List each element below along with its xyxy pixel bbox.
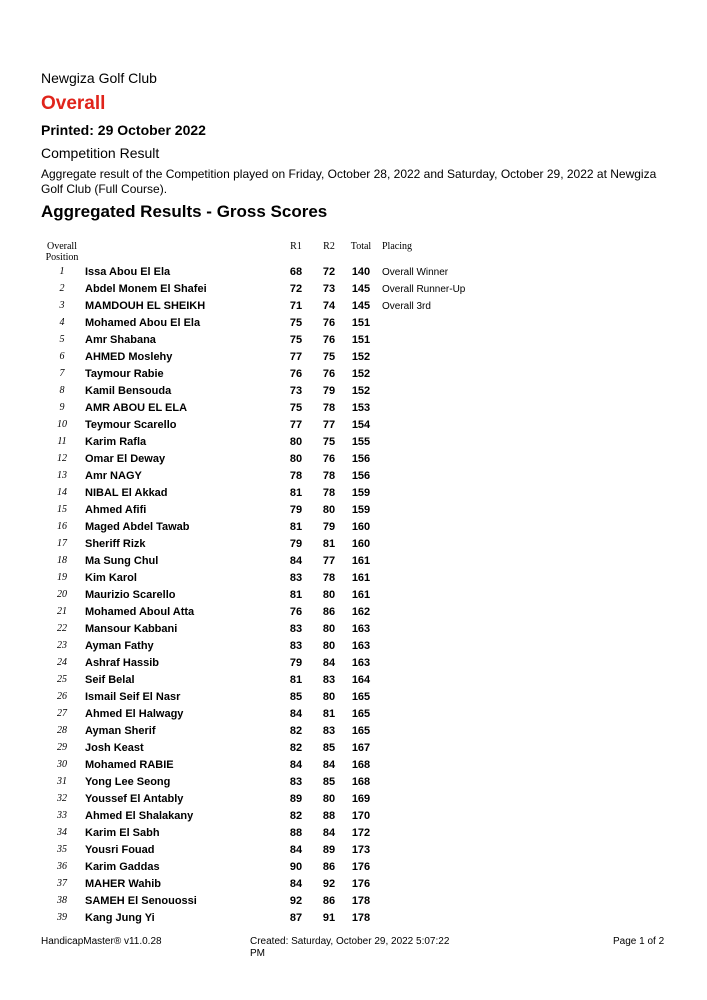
table-row bbox=[0, 434, 707, 451]
total-score: 173 bbox=[351, 844, 371, 856]
col-header-position: Overall Position bbox=[45, 241, 79, 263]
round1-score: 81 bbox=[289, 521, 303, 533]
player-name: NIBAL El Akkad bbox=[85, 487, 168, 499]
player-name: Seif Belal bbox=[85, 674, 135, 686]
round1-score: 79 bbox=[289, 538, 303, 550]
round1-score: 76 bbox=[289, 368, 303, 380]
total-score: 163 bbox=[351, 623, 371, 635]
round1-score: 79 bbox=[289, 504, 303, 516]
player-name: Sheriff Rizk bbox=[85, 538, 146, 550]
player-name: AMR ABOU EL ELA bbox=[85, 402, 188, 414]
position-cell: 20 bbox=[57, 589, 67, 600]
total-score: 156 bbox=[351, 453, 371, 465]
round2-score: 80 bbox=[322, 640, 336, 652]
round1-score: 84 bbox=[289, 844, 303, 856]
round2-score: 84 bbox=[322, 759, 336, 771]
position-cell: 22 bbox=[57, 623, 67, 634]
position-cell: 15 bbox=[57, 504, 67, 515]
round2-score: 91 bbox=[322, 912, 336, 924]
placing-label: Overall Runner-Up bbox=[382, 284, 466, 295]
total-score: 159 bbox=[351, 504, 371, 516]
round2-score: 80 bbox=[322, 504, 336, 516]
player-name: Mohamed RABIE bbox=[85, 759, 174, 771]
round2-score: 80 bbox=[322, 589, 336, 601]
table-row bbox=[0, 689, 707, 706]
table-row bbox=[0, 451, 707, 468]
round2-score: 76 bbox=[322, 453, 336, 465]
total-score: 169 bbox=[351, 793, 371, 805]
round1-score: 73 bbox=[289, 385, 303, 397]
position-cell: 7 bbox=[59, 368, 65, 379]
table-row bbox=[0, 417, 707, 434]
player-name: Teymour Scarello bbox=[85, 419, 177, 431]
table-row bbox=[0, 485, 707, 502]
total-score: 153 bbox=[351, 402, 371, 414]
section-title: Aggregated Results - Gross Scores bbox=[41, 202, 328, 221]
position-cell: 14 bbox=[57, 487, 67, 498]
total-score: 155 bbox=[351, 436, 371, 448]
round2-score: 79 bbox=[322, 385, 336, 397]
total-score: 152 bbox=[351, 385, 371, 397]
player-name: Ashraf Hassib bbox=[85, 657, 159, 669]
round2-score: 74 bbox=[322, 300, 336, 312]
player-name: Abdel Monem El Shafei bbox=[85, 283, 207, 295]
round2-score: 73 bbox=[322, 283, 336, 295]
position-cell: 32 bbox=[57, 793, 67, 804]
total-score: 172 bbox=[351, 827, 371, 839]
player-name: Kim Karol bbox=[85, 572, 137, 584]
placing-label: Overall 3rd bbox=[382, 301, 431, 312]
table-row bbox=[0, 893, 707, 910]
round2-score: 75 bbox=[322, 436, 336, 448]
total-score: 170 bbox=[351, 810, 371, 822]
round2-score: 72 bbox=[322, 266, 336, 278]
round1-score: 83 bbox=[289, 623, 303, 635]
position-cell: 36 bbox=[57, 861, 67, 872]
position-cell: 6 bbox=[59, 351, 65, 362]
table-row bbox=[0, 332, 707, 349]
table-row bbox=[0, 740, 707, 757]
position-cell: 10 bbox=[57, 419, 67, 430]
round1-score: 77 bbox=[289, 351, 303, 363]
competition-description: Aggregate result of the Competition played on Friday, October 28, 2022 and Saturday, October 29, 2022 at Newgiza Golf Club (Full Course). bbox=[41, 167, 657, 196]
table-row bbox=[0, 468, 707, 485]
player-name: Youssef El Antably bbox=[85, 793, 184, 805]
round1-score: 75 bbox=[289, 317, 303, 329]
round2-score: 78 bbox=[322, 572, 336, 584]
player-name: Kang Jung Yi bbox=[85, 912, 155, 924]
total-score: 151 bbox=[351, 334, 371, 346]
position-cell: 34 bbox=[57, 827, 67, 838]
round1-score: 81 bbox=[289, 589, 303, 601]
total-score: 159 bbox=[351, 487, 371, 499]
player-name: SAMEH El Senouossi bbox=[85, 895, 197, 907]
table-row bbox=[0, 723, 707, 740]
footer-created: Created: Saturday, October 29, 2022 5:07:22 PM bbox=[250, 936, 450, 959]
round1-score: 81 bbox=[289, 487, 303, 499]
position-cell: 27 bbox=[57, 708, 67, 719]
round1-score: 68 bbox=[289, 266, 303, 278]
position-cell: 8 bbox=[59, 385, 65, 396]
player-name: Amr NAGY bbox=[85, 470, 142, 482]
round1-score: 84 bbox=[289, 708, 303, 720]
player-name: Maurizio Scarello bbox=[85, 589, 176, 601]
round2-score: 76 bbox=[322, 317, 336, 329]
table-row bbox=[0, 757, 707, 774]
table-row bbox=[0, 366, 707, 383]
position-cell: 4 bbox=[59, 317, 65, 328]
table-row bbox=[0, 400, 707, 417]
round2-score: 78 bbox=[322, 470, 336, 482]
total-score: 152 bbox=[351, 368, 371, 380]
position-cell: 9 bbox=[59, 402, 65, 413]
table-row bbox=[0, 774, 707, 791]
total-score: 145 bbox=[351, 300, 371, 312]
round2-score: 83 bbox=[322, 725, 336, 737]
round1-score: 80 bbox=[289, 436, 303, 448]
results-table bbox=[0, 264, 707, 927]
position-cell: 18 bbox=[57, 555, 67, 566]
round2-score: 76 bbox=[322, 334, 336, 346]
total-score: 176 bbox=[351, 878, 371, 890]
position-cell: 19 bbox=[57, 572, 67, 583]
round1-score: 84 bbox=[289, 555, 303, 567]
round1-score: 79 bbox=[289, 657, 303, 669]
round1-score: 83 bbox=[289, 640, 303, 652]
position-cell: 3 bbox=[59, 300, 65, 311]
table-row bbox=[0, 672, 707, 689]
round1-score: 77 bbox=[289, 419, 303, 431]
footer-page: Page 1 of 2 bbox=[613, 936, 665, 947]
round1-score: 90 bbox=[289, 861, 303, 873]
round2-score: 85 bbox=[322, 742, 336, 754]
round2-score: 76 bbox=[322, 368, 336, 380]
total-score: 164 bbox=[351, 674, 371, 686]
col-header-total: Total bbox=[350, 241, 372, 252]
round2-score: 78 bbox=[322, 402, 336, 414]
position-cell: 30 bbox=[57, 759, 67, 770]
player-name: Amr Shabana bbox=[85, 334, 156, 346]
total-score: 167 bbox=[351, 742, 371, 754]
player-name: Ayman Sherif bbox=[85, 725, 156, 737]
player-name: AHMED Moslehy bbox=[85, 351, 173, 363]
round1-score: 78 bbox=[289, 470, 303, 482]
position-cell: 33 bbox=[57, 810, 67, 821]
table-row bbox=[0, 876, 707, 893]
table-row bbox=[0, 519, 707, 536]
round2-score: 81 bbox=[322, 538, 336, 550]
total-score: 145 bbox=[351, 283, 371, 295]
round2-score: 78 bbox=[322, 487, 336, 499]
round2-score: 75 bbox=[322, 351, 336, 363]
table-row bbox=[0, 842, 707, 859]
total-score: 161 bbox=[351, 589, 371, 601]
round1-score: 71 bbox=[289, 300, 303, 312]
round1-score: 84 bbox=[289, 759, 303, 771]
player-name: Yousri Fouad bbox=[85, 844, 155, 856]
position-cell: 25 bbox=[57, 674, 67, 685]
player-name: Ayman Fathy bbox=[85, 640, 154, 652]
round2-score: 84 bbox=[322, 827, 336, 839]
total-score: 178 bbox=[351, 912, 371, 924]
total-score: 168 bbox=[351, 759, 371, 771]
total-score: 160 bbox=[351, 521, 371, 533]
table-row bbox=[0, 638, 707, 655]
round1-score: 82 bbox=[289, 725, 303, 737]
total-score: 165 bbox=[351, 691, 371, 703]
round2-score: 85 bbox=[322, 776, 336, 788]
round2-score: 84 bbox=[322, 657, 336, 669]
player-name: Yong Lee Seong bbox=[85, 776, 171, 788]
player-name: Ma Sung Chul bbox=[85, 555, 159, 567]
round1-score: 83 bbox=[289, 572, 303, 584]
round1-score: 80 bbox=[289, 453, 303, 465]
table-row bbox=[0, 808, 707, 825]
total-score: 165 bbox=[351, 708, 371, 720]
position-cell: 17 bbox=[57, 538, 67, 549]
total-score: 161 bbox=[351, 555, 371, 567]
total-score: 161 bbox=[351, 572, 371, 584]
table-row bbox=[0, 553, 707, 570]
total-score: 168 bbox=[351, 776, 371, 788]
position-cell: 39 bbox=[57, 912, 67, 923]
position-cell: 5 bbox=[59, 334, 65, 345]
total-score: 151 bbox=[351, 317, 371, 329]
round1-score: 85 bbox=[289, 691, 303, 703]
table-row bbox=[0, 791, 707, 808]
player-name: Karim Gaddas bbox=[85, 861, 160, 873]
round2-score: 92 bbox=[322, 878, 336, 890]
round2-score: 81 bbox=[322, 708, 336, 720]
round1-score: 87 bbox=[289, 912, 303, 924]
player-name: Ismail Seif El Nasr bbox=[85, 691, 181, 703]
round1-score: 82 bbox=[289, 742, 303, 754]
table-row bbox=[0, 502, 707, 519]
player-name: Omar El Deway bbox=[85, 453, 166, 465]
position-cell: 2 bbox=[59, 283, 65, 294]
player-name: Taymour Rabie bbox=[85, 368, 164, 380]
position-cell: 16 bbox=[57, 521, 67, 532]
total-score: 163 bbox=[351, 640, 371, 652]
position-cell: 11 bbox=[57, 436, 67, 447]
round2-score: 80 bbox=[322, 793, 336, 805]
round2-score: 83 bbox=[322, 674, 336, 686]
player-name: Issa Abou El Ela bbox=[85, 266, 171, 278]
round1-score: 72 bbox=[289, 283, 303, 295]
round2-score: 86 bbox=[322, 861, 336, 873]
table-row bbox=[0, 349, 707, 366]
printed-date: Printed: 29 October 2022 bbox=[41, 122, 206, 138]
position-cell: 26 bbox=[57, 691, 67, 702]
table-row bbox=[0, 298, 707, 315]
total-score: 154 bbox=[351, 419, 371, 431]
round1-score: 76 bbox=[289, 606, 303, 618]
position-cell: 37 bbox=[57, 878, 67, 889]
round2-score: 80 bbox=[322, 623, 336, 635]
total-score: 140 bbox=[351, 266, 371, 278]
round1-score: 88 bbox=[289, 827, 303, 839]
table-row bbox=[0, 570, 707, 587]
player-name: Josh Keast bbox=[85, 742, 144, 754]
round1-score: 75 bbox=[289, 402, 303, 414]
position-cell: 38 bbox=[57, 895, 67, 906]
placing-label: Overall Winner bbox=[382, 267, 449, 278]
player-name: Mohamed Abou El Ela bbox=[85, 317, 201, 329]
competition-heading: Competition Result bbox=[41, 145, 160, 161]
position-cell: 28 bbox=[57, 725, 67, 736]
club-name: Newgiza Golf Club bbox=[41, 70, 157, 86]
player-name: Mansour Kabbani bbox=[85, 623, 178, 635]
table-row bbox=[0, 264, 707, 281]
round1-score: 75 bbox=[289, 334, 303, 346]
table-row bbox=[0, 621, 707, 638]
table-row bbox=[0, 315, 707, 332]
total-score: 163 bbox=[351, 657, 371, 669]
table-row bbox=[0, 825, 707, 842]
player-name: Kamil Bensouda bbox=[85, 385, 172, 397]
round2-score: 77 bbox=[322, 555, 336, 567]
total-score: 152 bbox=[351, 351, 371, 363]
round1-score: 92 bbox=[289, 895, 303, 907]
table-row bbox=[0, 655, 707, 672]
player-name: Ahmed El Shalakany bbox=[85, 810, 194, 822]
position-cell: 23 bbox=[57, 640, 67, 651]
table-row bbox=[0, 910, 707, 927]
player-name: Ahmed El Halwagy bbox=[85, 708, 184, 720]
position-cell: 12 bbox=[57, 453, 67, 464]
player-name: Karim Rafla bbox=[85, 436, 147, 448]
table-row bbox=[0, 536, 707, 553]
col-header-r2: R2 bbox=[323, 241, 335, 252]
position-cell: 1 bbox=[59, 266, 65, 277]
table-row bbox=[0, 587, 707, 604]
table-row bbox=[0, 383, 707, 400]
player-name: Maged Abdel Tawab bbox=[85, 521, 190, 533]
table-row bbox=[0, 706, 707, 723]
player-name: MAHER Wahib bbox=[85, 878, 161, 890]
table-row bbox=[0, 281, 707, 298]
round2-score: 88 bbox=[322, 810, 336, 822]
player-name: MAMDOUH EL SHEIKH bbox=[85, 300, 206, 312]
round2-score: 89 bbox=[322, 844, 336, 856]
round2-score: 79 bbox=[322, 521, 336, 533]
total-score: 160 bbox=[351, 538, 371, 550]
total-score: 178 bbox=[351, 895, 371, 907]
total-score: 165 bbox=[351, 725, 371, 737]
round2-score: 86 bbox=[322, 606, 336, 618]
round1-score: 89 bbox=[289, 793, 303, 805]
page-title: Overall bbox=[41, 93, 106, 114]
table-row bbox=[0, 859, 707, 876]
position-cell: 24 bbox=[57, 657, 67, 668]
round1-score: 84 bbox=[289, 878, 303, 890]
total-score: 176 bbox=[351, 861, 371, 873]
position-cell: 35 bbox=[57, 844, 67, 855]
round2-score: 80 bbox=[322, 691, 336, 703]
footer-software: HandicapMaster® v11.0.28 bbox=[41, 936, 162, 947]
total-score: 156 bbox=[351, 470, 371, 482]
round2-score: 86 bbox=[322, 895, 336, 907]
player-name: Ahmed Afifi bbox=[85, 504, 147, 516]
round1-score: 81 bbox=[289, 674, 303, 686]
position-cell: 31 bbox=[57, 776, 67, 787]
round2-score: 77 bbox=[322, 419, 336, 431]
position-cell: 21 bbox=[57, 606, 67, 617]
position-cell: 29 bbox=[57, 742, 67, 753]
table-row bbox=[0, 604, 707, 621]
col-header-r1: R1 bbox=[290, 241, 302, 252]
round1-score: 83 bbox=[289, 776, 303, 788]
position-cell: 13 bbox=[57, 470, 67, 481]
round1-score: 82 bbox=[289, 810, 303, 822]
col-header-placing: Placing bbox=[382, 241, 412, 252]
player-name: Karim El Sabh bbox=[85, 827, 160, 839]
player-name: Mohamed Aboul Atta bbox=[85, 606, 195, 618]
total-score: 162 bbox=[351, 606, 371, 618]
